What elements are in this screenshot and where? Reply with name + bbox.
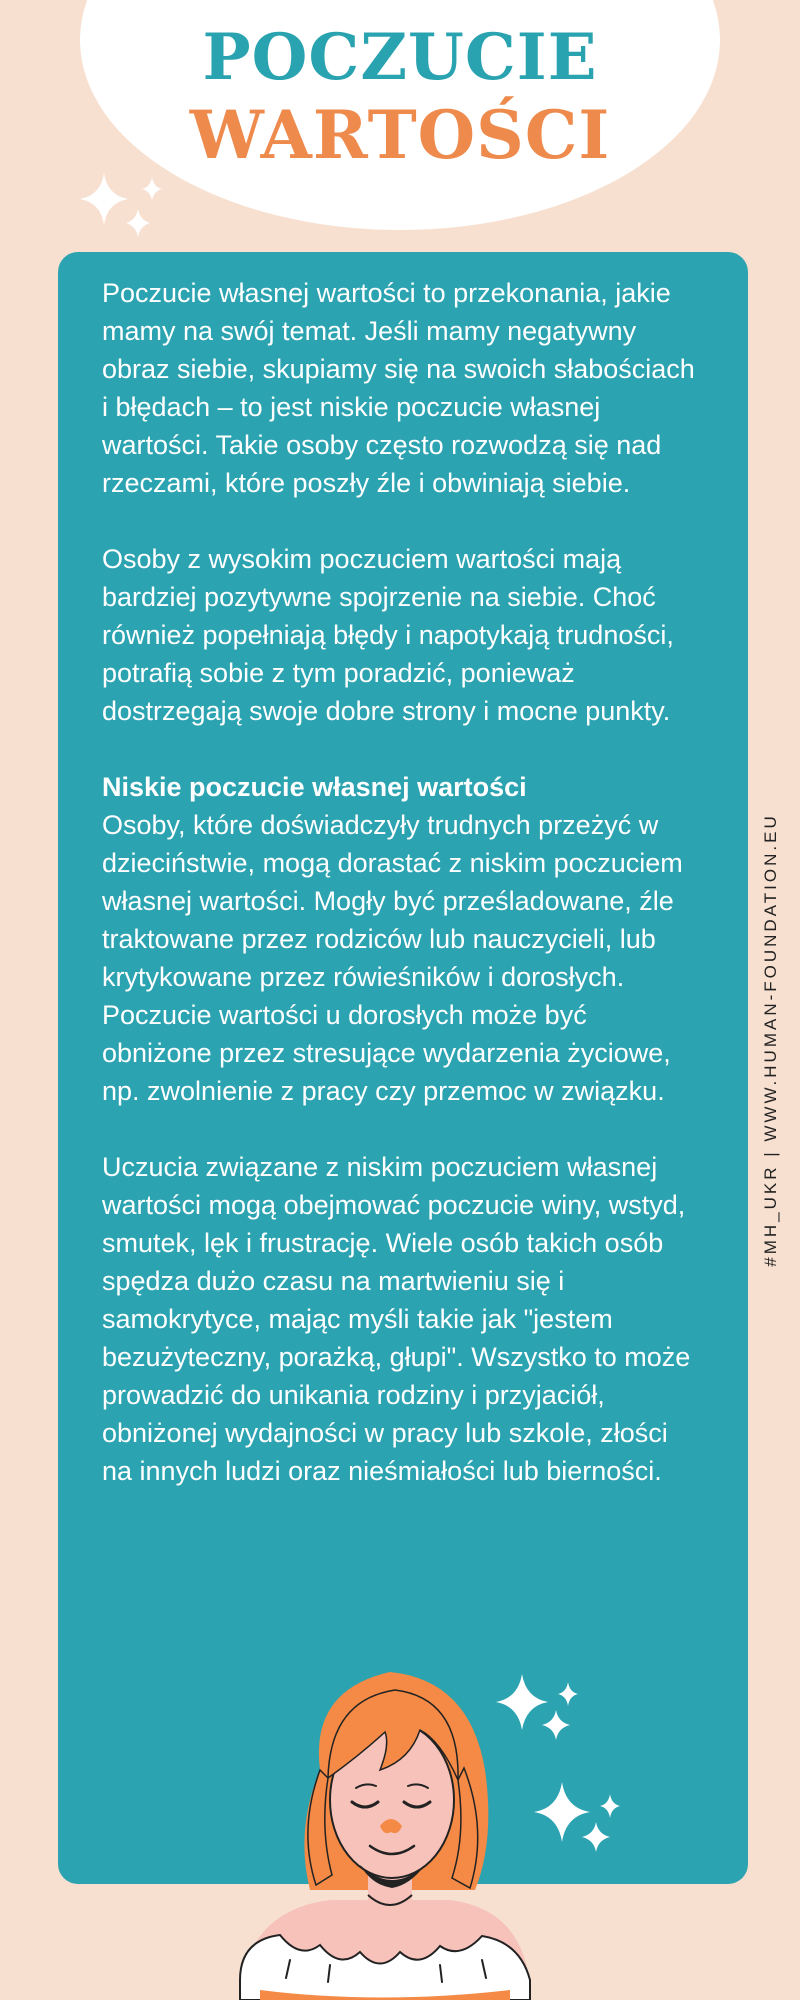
girl-illustration [220, 1660, 540, 2000]
paragraph-3-text: Osoby, które doświadczyły trudnych przeżyć w dzieciństwie, mogą dorastać z niskim poczuciem własnej wartości. Mogły być prześladowane, źle traktowane przez rodziców lub nauczycieli, lub krytykowane przez rówieśników i dorosłych. Poczucie wartości u dorosłych może być obniżone przez stresujące wydarzenia życiowe, np. zwolnienie z pracy czy przemoc w związku. [102, 810, 683, 1106]
section-heading: Niskie poczucie własnej wartości [102, 772, 527, 802]
side-label: #MH_UKR | WWW.HUMAN-FOUNDATION.EU [761, 813, 780, 1267]
page-title-line-1: POCZUCIE [202, 20, 598, 95]
paragraph-3 [102, 768, 702, 1110]
sparkle-icon [72, 165, 172, 245]
paragraph-1: Poczucie własnej wartości to przekonania, jakie mamy na swój temat. Jeśli mamy negatywny obraz siebie, skupiamy się na swoich słabościach i błędach – to jest niskie poczucie własnej wartości. Takie osoby często rozwodzą się nad rzeczami, które poszły źle i obwiniają siebie. [102, 278, 695, 498]
paragraph-2: Osoby z wysokim poczuciem wartości mają bardziej pozytywne spojrzenie na siebie. Choć również popełniają błędy i napotykają trudności, potrafią sobie z tym poradzić, ponieważ dostrzegają swoje dobre strony i mocne punkty. [102, 544, 674, 726]
page-title-line-2: WARTOŚCI [189, 96, 611, 174]
article-body [102, 274, 702, 1490]
paragraph-4: Uczucia związane z niskim poczuciem własnej wartości mogą obejmować poczucie winy, wstyd, smutek, lęk i frustrację. Wiele osób takich osób spędza dużo czasu na martwieniu się i samokrytyce, mając myśli takie jak "jestem bezużyteczny, porażką, głupi". Wszystko to może prowadzić do unikania rodziny i przyjaciół, obniżonej wydajności w pracy lub szkole, złości na innych ludzi oraz nieśmiałości lub bierności. [102, 1152, 691, 1486]
